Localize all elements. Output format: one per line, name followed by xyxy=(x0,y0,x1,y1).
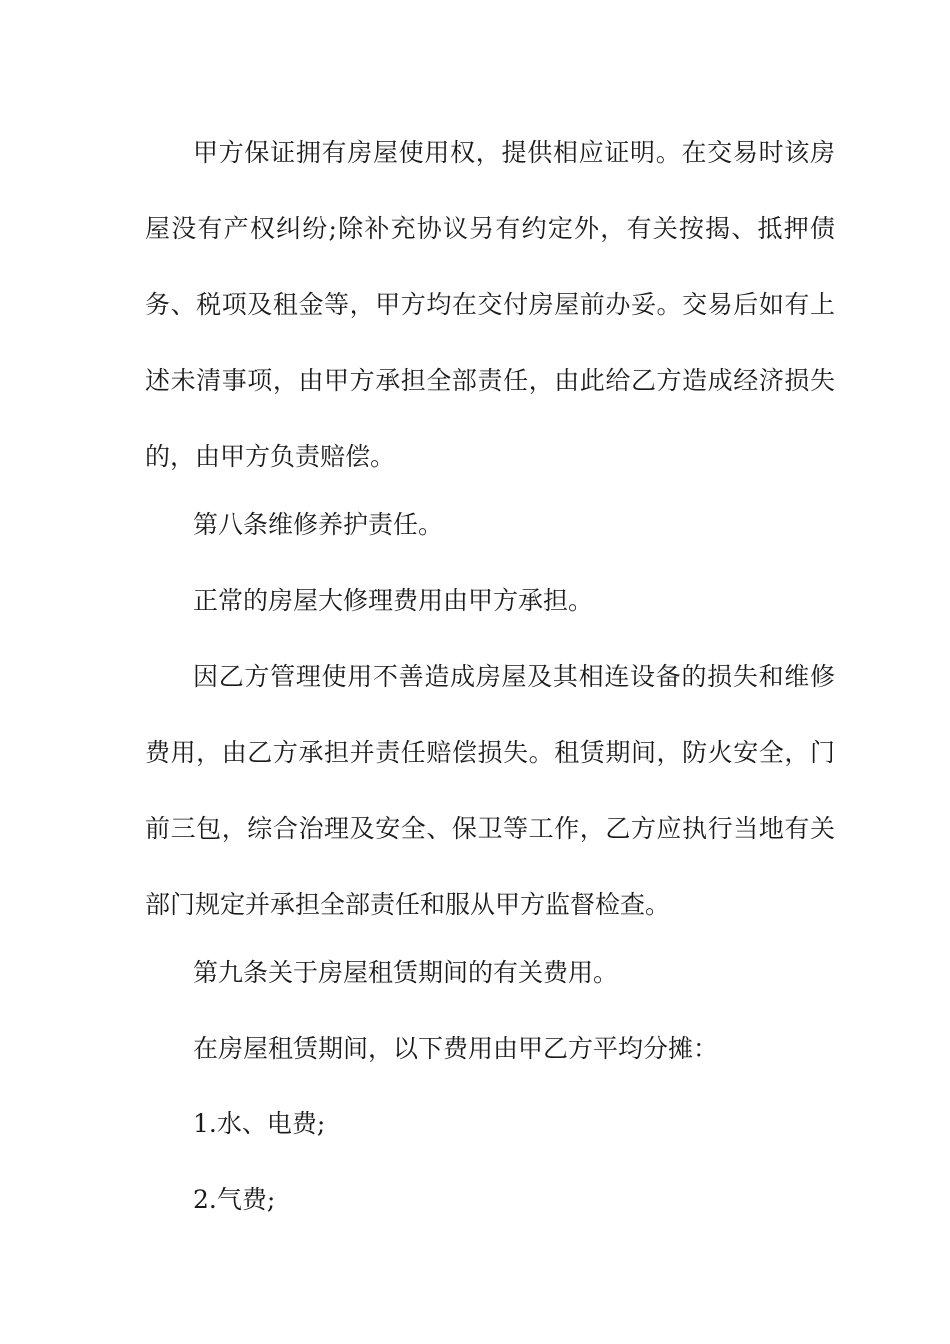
paragraph-cost-sharing: 在房屋租赁期间，以下费用由甲乙方平均分摊： xyxy=(193,1034,719,1063)
list-item-gas: 2.气费; xyxy=(193,1185,276,1214)
paragraph-major-repair: 正常的房屋大修理费用由甲方承担。 xyxy=(193,586,594,615)
paragraph-tenant-liability: 因乙方管理使用不善造成房屋及其相连设备的损失和维修费用，由乙方承担并责任赔偿损失。租赁期间，防火安全，门前三包，综合治理及安全、保卫等工作，乙方应执行当地有关部门规定并承担全部责任和服从甲方监督检查。 xyxy=(145,662,835,919)
paragraph-article-9-heading: 第九条关于房屋租赁期间的有关费用。 xyxy=(193,958,619,987)
paragraph-article-8-heading: 第八条维修养护责任。 xyxy=(193,510,444,539)
paragraph-ownership-guarantee: 甲方保证拥有房屋使用权，提供相应证明。在交易时该房屋没有产权纠纷;除补充协议另有约定外，有关按揭、抵押债务、税项及租金等，甲方均在交付房屋前办妥。交易后如有上述未清事项，由甲方承担全部责任，由此给乙方造成经济损失的，由甲方负责赔偿。 xyxy=(145,138,835,471)
list-item-water-electricity: 1.水、电费; xyxy=(193,1109,326,1138)
